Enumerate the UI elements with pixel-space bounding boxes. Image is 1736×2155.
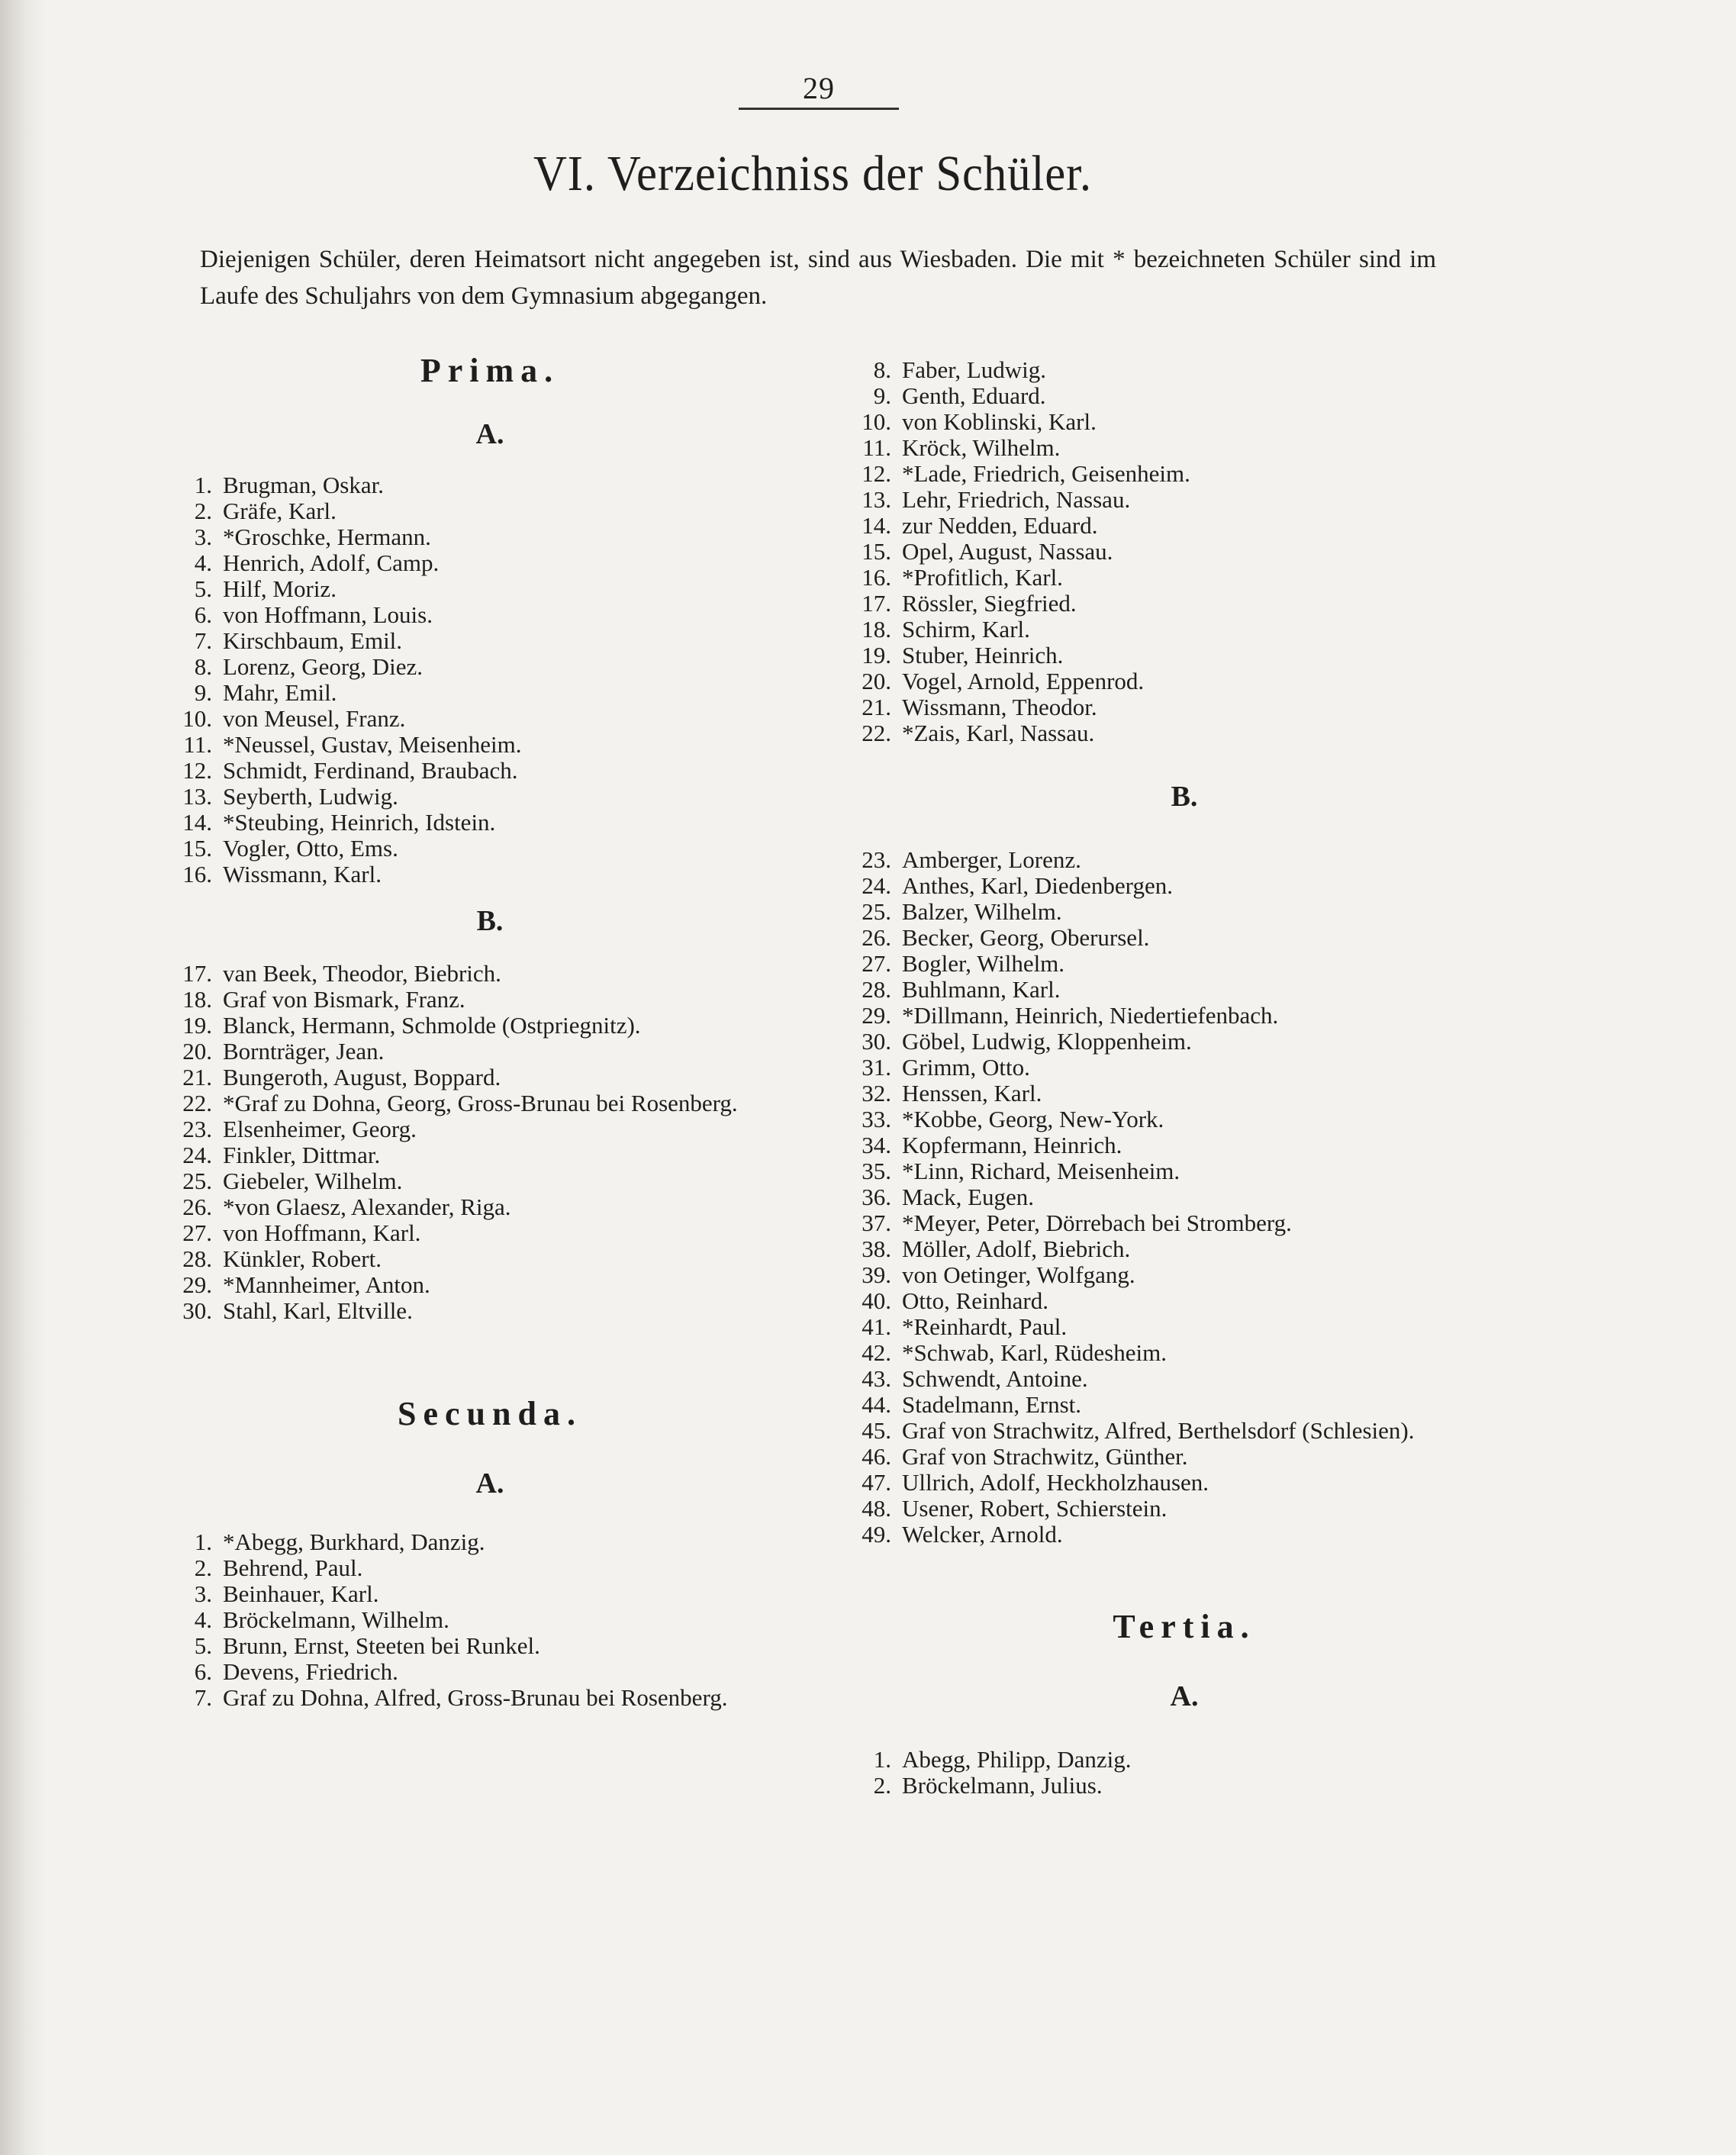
student-name: *Mannheimer, Anton. — [223, 1271, 430, 1298]
student-number: 6. — [194, 1658, 212, 1685]
student-name: Hilf, Moriz. — [223, 575, 337, 602]
student-number: 47. — [862, 1469, 891, 1496]
subsection-tertia-a: A. — [1170, 1680, 1199, 1712]
student-number: 13. — [182, 783, 212, 810]
student-name: Lorenz, Georg, Diez. — [223, 653, 423, 680]
student-entry — [849, 694, 1520, 720]
student-entry — [849, 1288, 1520, 1314]
student-number: 15. — [862, 538, 891, 565]
student-entry — [169, 961, 810, 987]
student-number: 4. — [194, 1606, 212, 1633]
student-name: Bungeroth, August, Boppard. — [223, 1064, 501, 1090]
student-name: Otto, Reinhard. — [902, 1287, 1048, 1314]
student-name: Graf von Bismark, Franz. — [223, 986, 465, 1013]
student-entry — [849, 591, 1520, 617]
student-entry — [849, 513, 1520, 539]
student-name: von Hoffmann, Louis. — [223, 601, 433, 628]
student-number: 10. — [862, 408, 891, 435]
student-name: Giebeler, Wilhelm. — [223, 1168, 403, 1194]
student-entry — [849, 1081, 1520, 1106]
student-name: Blanck, Hermann, Schmolde (Ostpriegnitz). — [223, 1012, 641, 1039]
student-name: Kröck, Wilhelm. — [902, 434, 1061, 461]
student-number: 11. — [183, 731, 212, 758]
student-name: Mahr, Emil. — [223, 679, 337, 706]
student-name: Stuber, Heinrich. — [902, 642, 1064, 668]
student-entry — [169, 1090, 810, 1116]
student-number: 22. — [182, 1090, 212, 1116]
student-number: 1. — [194, 1528, 212, 1555]
student-number: 3. — [194, 1580, 212, 1607]
student-name: Opel, August, Nassau. — [902, 538, 1113, 565]
student-name: Mack, Eugen. — [902, 1184, 1035, 1210]
student-number: 8. — [873, 356, 891, 383]
student-number: 46. — [862, 1443, 891, 1470]
student-name: Henssen, Karl. — [902, 1080, 1042, 1106]
list-prima-b — [169, 961, 810, 1324]
student-entry — [169, 1272, 810, 1298]
student-name: Anthes, Karl, Diedenbergen. — [902, 872, 1173, 899]
student-number: 19. — [862, 642, 891, 668]
student-number: 30. — [862, 1028, 891, 1055]
student-number: 20. — [862, 668, 891, 694]
student-entry — [849, 1522, 1520, 1548]
student-number: 16. — [862, 564, 891, 591]
student-name: *Groschke, Hermann. — [223, 523, 431, 550]
student-entry — [849, 1366, 1520, 1392]
student-name: Schirm, Karl. — [902, 616, 1030, 643]
student-name: *Linn, Richard, Meisenheim. — [902, 1158, 1180, 1184]
student-name: Welcker, Arnold. — [902, 1521, 1063, 1548]
student-number: 27. — [862, 950, 891, 977]
student-entry — [849, 951, 1520, 977]
student-number: 2. — [873, 1772, 891, 1799]
intro-paragraph: Diejenigen Schüler, deren Heimatsort nicht angegeben ist, sind aus Wiesbaden. Die mit * bezeichneten Schüler sind im Laufe des Schuljahrs von dem Gymnasium abgegangen. — [200, 246, 1436, 310]
student-number: 48. — [862, 1495, 891, 1522]
student-entry — [169, 1142, 810, 1168]
student-number: 36. — [862, 1184, 891, 1210]
student-entry — [849, 461, 1520, 487]
student-name: Künkler, Robert. — [223, 1245, 382, 1272]
student-entry — [169, 680, 810, 706]
section-title-secunda: Secunda. — [398, 1395, 582, 1432]
student-number: 40. — [862, 1287, 891, 1314]
student-name: Brunn, Ernst, Steeten bei Runkel. — [223, 1632, 540, 1659]
student-number: 24. — [862, 872, 891, 899]
student-number: 25. — [182, 1168, 212, 1194]
student-number: 14. — [182, 809, 212, 836]
student-number: 21. — [862, 694, 891, 720]
student-number: 42. — [862, 1339, 891, 1366]
student-number: 23. — [182, 1116, 212, 1142]
student-entry — [849, 539, 1520, 565]
student-name: von Koblinski, Karl. — [902, 408, 1097, 435]
student-entry — [849, 1418, 1520, 1444]
student-entry — [169, 1581, 810, 1607]
subsection-secunda-b: B. — [1171, 781, 1198, 813]
student-number: 38. — [862, 1235, 891, 1262]
section-title-tertia: Tertia. — [1113, 1608, 1256, 1645]
student-number: 20. — [182, 1038, 212, 1065]
student-name: *Schwab, Karl, Rüdesheim. — [902, 1339, 1167, 1366]
student-name: Henrich, Adolf, Camp. — [223, 549, 440, 576]
list-tertia-a — [849, 1747, 1520, 1799]
student-entry — [849, 409, 1520, 435]
student-number: 43. — [862, 1365, 891, 1392]
student-number: 2. — [194, 498, 212, 524]
student-number: 7. — [194, 627, 212, 654]
student-number: 49. — [862, 1521, 891, 1548]
student-number: 12. — [862, 460, 891, 487]
student-entry — [169, 1607, 810, 1633]
student-entry — [849, 1236, 1520, 1262]
student-entry — [169, 550, 810, 576]
student-name: Bogler, Wilhelm. — [902, 950, 1065, 977]
student-name: Elsenheimer, Georg. — [223, 1116, 417, 1142]
student-name: Beinhauer, Karl. — [223, 1580, 379, 1607]
student-entry — [849, 487, 1520, 513]
student-name: Usener, Robert, Schierstein. — [902, 1495, 1168, 1522]
student-entry — [849, 383, 1520, 409]
student-number: 18. — [182, 986, 212, 1013]
student-number: 18. — [862, 616, 891, 643]
student-name: Bornträger, Jean. — [223, 1038, 385, 1065]
student-name: von Meusel, Franz. — [223, 705, 406, 732]
student-number: 19. — [182, 1012, 212, 1039]
student-number: 10. — [182, 705, 212, 732]
student-entry — [169, 862, 810, 887]
student-entry — [169, 836, 810, 862]
student-entry — [169, 810, 810, 836]
page-title: VI. Verzeichniss der Schüler. — [533, 146, 1093, 201]
student-entry — [169, 706, 810, 732]
student-name: Lehr, Friedrich, Nassau. — [902, 486, 1131, 513]
student-number: 35. — [862, 1158, 891, 1184]
student-name: Balzer, Wilhelm. — [902, 898, 1062, 925]
student-number: 6. — [194, 601, 212, 628]
student-name: Amberger, Lorenz. — [902, 846, 1081, 873]
student-number: 7. — [194, 1684, 212, 1711]
student-name: Brugman, Oskar. — [223, 472, 384, 498]
student-entry — [169, 732, 810, 758]
student-entry — [169, 1116, 810, 1142]
student-number: 29. — [862, 1002, 891, 1029]
student-entry — [169, 1194, 810, 1220]
student-name: Schwendt, Antoine. — [902, 1365, 1088, 1392]
student-entry — [169, 472, 810, 498]
student-name: *Neussel, Gustav, Meisenheim. — [223, 731, 522, 758]
student-number: 11. — [862, 434, 891, 461]
student-name: Graf zu Dohna, Alfred, Gross-Brunau bei Rosenberg. — [223, 1684, 728, 1711]
student-entry — [169, 1555, 810, 1581]
student-entry — [849, 1003, 1520, 1029]
left-column — [169, 351, 810, 1711]
student-entry — [169, 576, 810, 602]
student-name: von Oetinger, Wolfgang. — [902, 1261, 1135, 1288]
section-title-prima: Prima. — [420, 352, 560, 389]
student-entry — [849, 1496, 1520, 1522]
list-secunda-a-left — [169, 1529, 810, 1711]
student-number: 9. — [194, 679, 212, 706]
student-name: Wissmann, Theodor. — [902, 694, 1097, 720]
student-number: 45. — [862, 1417, 891, 1444]
student-entry — [849, 1262, 1520, 1288]
student-entry — [169, 1039, 810, 1065]
student-number: 32. — [862, 1080, 891, 1106]
student-entry — [849, 1470, 1520, 1496]
student-name: Abegg, Philipp, Danzig. — [902, 1746, 1132, 1773]
list-secunda-b — [849, 847, 1520, 1548]
student-number: 2. — [194, 1554, 212, 1581]
student-entry — [169, 1659, 810, 1685]
student-number: 5. — [194, 1632, 212, 1659]
student-number: 14. — [862, 512, 891, 539]
student-number: 23. — [862, 846, 891, 873]
student-name: Faber, Ludwig. — [902, 356, 1047, 383]
student-entry — [169, 1013, 810, 1039]
right-column — [849, 351, 1520, 1799]
student-number: 5. — [194, 575, 212, 602]
student-entry — [169, 1298, 810, 1324]
student-name: Vogler, Otto, Ems. — [223, 835, 398, 862]
student-number: 41. — [862, 1313, 891, 1340]
page-number: 29 — [739, 70, 899, 110]
student-entry — [849, 617, 1520, 643]
student-entry — [849, 720, 1520, 746]
student-name: Kopfermann, Heinrich. — [902, 1132, 1122, 1158]
student-entry — [169, 524, 810, 550]
student-number: 39. — [862, 1261, 891, 1288]
student-entry — [849, 1314, 1520, 1340]
student-name: Grimm, Otto. — [902, 1054, 1030, 1081]
student-name: Bröckelmann, Wilhelm. — [223, 1606, 449, 1633]
student-number: 31. — [862, 1054, 891, 1081]
student-number: 21. — [182, 1064, 212, 1090]
subsection-prima-b: B. — [476, 905, 504, 937]
student-number: 12. — [182, 757, 212, 784]
student-number: 33. — [862, 1106, 891, 1132]
subsection-prima-a: A. — [475, 418, 504, 450]
student-entry — [849, 847, 1520, 873]
student-entry — [849, 1106, 1520, 1132]
student-number: 29. — [182, 1271, 212, 1298]
student-entry — [169, 1246, 810, 1272]
student-name: Devens, Friedrich. — [223, 1658, 398, 1685]
student-number: 22. — [862, 720, 891, 746]
student-name: Kirschbaum, Emil. — [223, 627, 403, 654]
student-number: 17. — [862, 590, 891, 617]
student-name: Gräfe, Karl. — [223, 498, 337, 524]
student-number: 25. — [862, 898, 891, 925]
student-entry — [849, 668, 1520, 694]
student-number: 44. — [862, 1391, 891, 1418]
student-entry — [169, 654, 810, 680]
student-number: 15. — [182, 835, 212, 862]
student-number: 3. — [194, 523, 212, 550]
student-number: 17. — [182, 960, 212, 987]
list-secunda-a-right — [849, 357, 1520, 746]
student-entry — [849, 1392, 1520, 1418]
student-entry — [849, 435, 1520, 461]
student-name: Bröckelmann, Julius. — [902, 1772, 1103, 1799]
student-entry — [849, 1773, 1520, 1799]
student-entry — [849, 1055, 1520, 1081]
list-prima-a — [169, 472, 810, 887]
student-number: 26. — [862, 924, 891, 951]
student-name: Seyberth, Ludwig. — [223, 783, 398, 810]
student-entry — [169, 987, 810, 1013]
student-number: 1. — [873, 1746, 891, 1773]
student-name: *Dillmann, Heinrich, Niedertiefenbach. — [902, 1002, 1279, 1029]
student-name: *Abegg, Burkhard, Danzig. — [223, 1528, 485, 1555]
student-name: *Profitlich, Karl. — [902, 564, 1063, 591]
student-number: 13. — [862, 486, 891, 513]
student-name: *Kobbe, Georg, New-York. — [902, 1106, 1164, 1132]
student-name: *von Glaesz, Alexander, Riga. — [223, 1193, 511, 1220]
student-entry — [849, 1210, 1520, 1236]
student-entry — [169, 1529, 810, 1555]
student-entry — [849, 1029, 1520, 1055]
student-number: 4. — [194, 549, 212, 576]
student-entry — [849, 1184, 1520, 1210]
student-entry — [849, 925, 1520, 951]
student-number: 28. — [182, 1245, 212, 1272]
student-name: Göbel, Ludwig, Kloppenheim. — [902, 1028, 1192, 1055]
student-number: 37. — [862, 1210, 891, 1236]
student-name: Graf von Strachwitz, Alfred, Berthelsdorf (Schlesien). — [902, 1417, 1415, 1444]
student-number: 16. — [182, 861, 212, 887]
student-name: Ullrich, Adolf, Heckholzhausen. — [902, 1469, 1209, 1496]
student-entry — [849, 1747, 1520, 1773]
student-entry — [849, 357, 1520, 383]
student-entry — [169, 498, 810, 524]
student-name: Behrend, Paul. — [223, 1554, 363, 1581]
student-name: Rössler, Siegfried. — [902, 590, 1077, 617]
student-name: Buhlmann, Karl. — [902, 976, 1061, 1003]
student-name: van Beek, Theodor, Biebrich. — [223, 960, 501, 987]
student-entry — [169, 1220, 810, 1246]
student-entry — [849, 873, 1520, 899]
student-entry — [169, 628, 810, 654]
student-number: 9. — [873, 382, 891, 409]
student-name: Graf von Strachwitz, Günther. — [902, 1443, 1188, 1470]
student-number: 26. — [182, 1193, 212, 1220]
student-name: *Steubing, Heinrich, Idstein. — [223, 809, 496, 836]
student-name: Becker, Georg, Oberursel. — [902, 924, 1150, 951]
student-name: von Hoffmann, Karl. — [223, 1219, 421, 1246]
student-number: 24. — [182, 1142, 212, 1168]
student-number: 30. — [182, 1297, 212, 1324]
student-entry — [849, 1340, 1520, 1366]
student-number: 28. — [862, 976, 891, 1003]
page-binding-edge — [0, 0, 46, 2155]
student-number: 27. — [182, 1219, 212, 1246]
student-number: 1. — [194, 472, 212, 498]
student-entry — [169, 1685, 810, 1711]
student-name: Wissmann, Karl. — [223, 861, 382, 887]
student-number: 34. — [862, 1132, 891, 1158]
student-name: *Reinhardt, Paul. — [902, 1313, 1068, 1340]
student-entry — [849, 899, 1520, 925]
student-name: *Meyer, Peter, Dörrebach bei Stromberg. — [902, 1210, 1292, 1236]
student-entry — [849, 1158, 1520, 1184]
student-entry — [849, 643, 1520, 668]
student-name: Schmidt, Ferdinand, Braubach. — [223, 757, 518, 784]
student-entry — [169, 1633, 810, 1659]
student-name: *Zais, Karl, Nassau. — [902, 720, 1095, 746]
student-entry — [849, 977, 1520, 1003]
student-entry — [849, 1444, 1520, 1470]
student-name: Finkler, Dittmar. — [223, 1142, 381, 1168]
student-name: Genth, Eduard. — [902, 382, 1046, 409]
student-number: 8. — [194, 653, 212, 680]
subsection-secunda-a: A. — [475, 1467, 504, 1499]
student-entry — [169, 784, 810, 810]
student-entry — [169, 1168, 810, 1194]
student-entry — [169, 758, 810, 784]
student-entry — [169, 1065, 810, 1090]
student-name: *Graf zu Dohna, Georg, Gross-Brunau bei Rosenberg. — [223, 1090, 738, 1116]
student-name: Möller, Adolf, Biebrich. — [902, 1235, 1131, 1262]
student-name: Stadelmann, Ernst. — [902, 1391, 1082, 1418]
student-entry — [849, 1132, 1520, 1158]
student-entry — [849, 565, 1520, 591]
student-name: Vogel, Arnold, Eppenrod. — [902, 668, 1145, 694]
student-name: Stahl, Karl, Eltville. — [223, 1297, 413, 1324]
student-name: *Lade, Friedrich, Geisenheim. — [902, 460, 1190, 487]
student-entry — [169, 602, 810, 628]
student-name: zur Nedden, Eduard. — [902, 512, 1098, 539]
